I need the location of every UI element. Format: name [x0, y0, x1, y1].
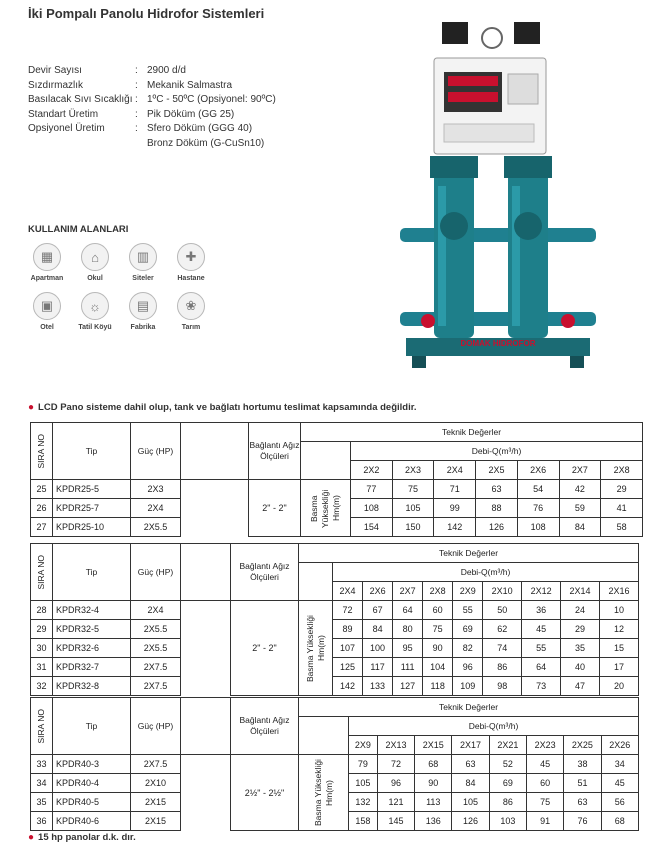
spec-colon: [135, 137, 147, 152]
flow-col-header: 2X4: [434, 461, 476, 480]
value-cell: 68: [601, 812, 638, 831]
note-bottom-text: 15 hp panolar d.k. dır.: [38, 832, 136, 843]
value-cell: 121: [377, 793, 414, 812]
value-cell: 10: [600, 601, 639, 620]
spec-row: [28, 93, 276, 108]
flow-col-header: 2X8: [423, 582, 453, 601]
usage-grid: [24, 243, 214, 331]
debi-header: Debi-Q(m³/h): [351, 442, 643, 461]
spec-value: Sfero Döküm (GGG 40): [147, 123, 253, 134]
flow-col-header: 2X15: [415, 736, 452, 755]
value-cell: 111: [393, 658, 423, 677]
spec-list: [28, 64, 276, 151]
spacer-cell: [181, 698, 231, 755]
sira-header: [31, 698, 53, 755]
usage-item: [168, 292, 214, 331]
usage-item: [168, 243, 214, 282]
basma-header: [301, 480, 351, 537]
value-cell: 90: [415, 774, 452, 793]
sira-cell: 29: [31, 620, 53, 639]
spec-label: Basılacak Sıvı Sıcaklığı: [28, 94, 133, 105]
tip-header: Tip: [53, 423, 131, 480]
spec-row: [28, 137, 276, 152]
value-cell: 127: [393, 677, 423, 696]
basma-header: [299, 755, 349, 831]
value-cell: 150: [392, 518, 434, 537]
value-cell: 107: [333, 639, 363, 658]
spec-label: Devir Sayısı: [28, 65, 82, 76]
value-cell: 45: [601, 774, 638, 793]
baglanti-value: 2" - 2": [231, 601, 299, 696]
sira-header: [31, 423, 53, 480]
note-bottom: [28, 832, 136, 843]
spec-label: Sızdırmazlık: [28, 79, 84, 91]
flow-col-header: 2X9: [349, 736, 378, 755]
tip-cell: KPDR25-7: [53, 499, 131, 518]
guc-cell: 2X4: [131, 601, 181, 620]
value-cell: 105: [452, 793, 489, 812]
sira-cell: 25: [31, 480, 53, 499]
value-cell: 84: [452, 774, 489, 793]
table-header-row: [31, 423, 643, 442]
holiday-village-icon: ☼: [81, 292, 109, 320]
spec-row: [28, 108, 276, 123]
value-cell: 105: [349, 774, 378, 793]
usage-item: [24, 243, 70, 282]
usage-item: [72, 243, 118, 282]
value-cell: 12: [600, 620, 639, 639]
value-cell: 20: [600, 677, 639, 696]
value-cell: 64: [522, 658, 561, 677]
value-cell: 113: [415, 793, 452, 812]
agriculture-icon: ❀: [177, 292, 205, 320]
tip-cell: KPDR32-4: [53, 601, 131, 620]
tip-header: Tip: [53, 698, 131, 755]
table-row: [31, 677, 639, 696]
sira-cell: 36: [31, 812, 53, 831]
guc-cell: 2X7.5: [131, 658, 181, 677]
guc-cell: 2X5.5: [131, 639, 181, 658]
value-cell: 56: [601, 793, 638, 812]
spec-colon: :: [135, 65, 138, 76]
value-cell: 95: [393, 639, 423, 658]
baglanti-value: 2" - 2": [249, 480, 301, 537]
value-cell: 76: [517, 499, 559, 518]
residential-complex-icon: ▥: [129, 243, 157, 271]
value-cell: 60: [527, 774, 564, 793]
spec-label: Standart Üretim: [28, 108, 99, 120]
spec-colon: :: [135, 79, 138, 91]
usage-label: Okul: [87, 275, 103, 282]
value-cell: 64: [393, 601, 423, 620]
spec-table-kpdr25: [30, 422, 643, 537]
value-cell: 63: [476, 480, 518, 499]
tip-cell: KPDR40-5: [53, 793, 131, 812]
value-cell: 67: [363, 601, 393, 620]
baglanti-header: Bağlantı Ağız Ölçüleri: [249, 423, 301, 480]
value-cell: 126: [476, 518, 518, 537]
flow-col-header: 2X9: [453, 582, 483, 601]
sira-cell: 34: [31, 774, 53, 793]
spec-label: Opsiyonel Üretim: [28, 123, 105, 134]
value-cell: 69: [489, 774, 526, 793]
value-cell: 89: [333, 620, 363, 639]
sira-header-text: SIRA NO: [36, 433, 46, 469]
hospital-icon: ✚: [177, 243, 205, 271]
value-cell: 45: [522, 620, 561, 639]
guc-cell: 2X15: [131, 793, 181, 812]
teknik-header: Teknik Değerler: [299, 698, 639, 717]
flow-col-header: 2X26: [601, 736, 638, 755]
value-cell: 17: [600, 658, 639, 677]
spec-row: [28, 122, 276, 137]
value-cell: 103: [489, 812, 526, 831]
value-cell: 133: [363, 677, 393, 696]
value-cell: 88: [476, 499, 518, 518]
table-row: [31, 480, 643, 499]
usage-label: Siteler: [132, 275, 154, 282]
blank-cell: [299, 563, 333, 601]
value-cell: 72: [377, 755, 414, 774]
tip-cell: KPDR32-8: [53, 677, 131, 696]
value-cell: 74: [483, 639, 522, 658]
guc-header: Güç (HP): [131, 544, 181, 601]
value-cell: 96: [453, 658, 483, 677]
value-cell: 35: [561, 639, 600, 658]
tip-cell: KPDR32-5: [53, 620, 131, 639]
value-cell: 75: [423, 620, 453, 639]
sira-cell: 35: [31, 793, 53, 812]
basma-header-text: Basma Yüksekliği Hm(m): [312, 759, 334, 826]
tip-cell: KPDR32-6: [53, 639, 131, 658]
flow-col-header: 2X14: [561, 582, 600, 601]
sira-cell: 33: [31, 755, 53, 774]
sira-cell: 31: [31, 658, 53, 677]
guc-cell: 2X5.5: [131, 620, 181, 639]
flow-col-header: 2X10: [483, 582, 522, 601]
spec-colon: :: [135, 123, 138, 134]
value-cell: 100: [363, 639, 393, 658]
usage-item: [24, 292, 70, 331]
flow-col-header: 2X3: [392, 461, 434, 480]
value-cell: 60: [423, 601, 453, 620]
value-cell: 58: [601, 518, 643, 537]
spacer-cell: [181, 544, 231, 601]
flow-col-header: 2X2: [351, 461, 393, 480]
guc-cell: 2X15: [131, 812, 181, 831]
value-cell: 142: [434, 518, 476, 537]
guc-cell: 2X4: [131, 499, 181, 518]
flow-col-header: 2X21: [489, 736, 526, 755]
guc-cell: 2X7.5: [131, 755, 181, 774]
value-cell: 71: [434, 480, 476, 499]
hotel-icon: ▣: [33, 292, 61, 320]
flow-col-header: 2X17: [452, 736, 489, 755]
value-cell: 40: [561, 658, 600, 677]
pump-system-image: [398, 16, 598, 371]
value-cell: 72: [333, 601, 363, 620]
sira-cell: 32: [31, 677, 53, 696]
spec-colon: :: [135, 94, 138, 105]
spec-row: [28, 79, 276, 94]
guc-header: Güç (HP): [131, 698, 181, 755]
value-cell: 84: [559, 518, 601, 537]
value-cell: 86: [483, 658, 522, 677]
tip-cell: KPDR32-7: [53, 658, 131, 677]
basma-header-text: Basma Yüksekliği Hm(m): [304, 614, 326, 682]
flow-col-header: 2X7: [393, 582, 423, 601]
value-cell: 24: [561, 601, 600, 620]
spec-value: 1ºC - 50ºC (Opsiyonel: 90ºC): [147, 94, 276, 105]
guc-cell: 2X10: [131, 774, 181, 793]
flow-col-header: 2X5: [476, 461, 518, 480]
table-row: [31, 658, 639, 677]
sira-header-text: SIRA NO: [36, 554, 46, 590]
flow-col-header: 2X6: [517, 461, 559, 480]
value-cell: 41: [601, 499, 643, 518]
value-cell: 59: [559, 499, 601, 518]
usage-label: Fabrika: [130, 324, 156, 331]
flow-col-header: 2X23: [527, 736, 564, 755]
value-cell: 132: [349, 793, 378, 812]
spec-label: [28, 137, 135, 152]
value-cell: 45: [527, 755, 564, 774]
value-cell: 15: [600, 639, 639, 658]
flow-col-header: 2X7: [559, 461, 601, 480]
debi-header: Debi-Q(m³/h): [333, 563, 639, 582]
value-cell: 79: [349, 755, 378, 774]
tip-cell: KPDR40-6: [53, 812, 131, 831]
spacer-cell: [181, 755, 231, 831]
value-cell: 36: [522, 601, 561, 620]
usage-label: Tatil Köyü: [78, 324, 112, 331]
usage-item: [120, 292, 166, 331]
usage-item: [72, 292, 118, 331]
value-cell: 50: [483, 601, 522, 620]
guc-cell: 2X7.5: [131, 677, 181, 696]
guc-cell: 2X5.5: [131, 518, 181, 537]
basma-header-text: Basma Yüksekliği Hm(m): [309, 488, 341, 528]
tip-cell: KPDR40-4: [53, 774, 131, 793]
value-cell: 75: [392, 480, 434, 499]
flow-col-header: 2X8: [601, 461, 643, 480]
table-header-row: [31, 698, 639, 717]
value-cell: 108: [351, 499, 393, 518]
value-cell: 68: [415, 755, 452, 774]
value-cell: 29: [561, 620, 600, 639]
spec-value: Mekanik Salmastra: [147, 79, 233, 91]
bullet-icon: ●: [28, 832, 35, 843]
table-row: [31, 639, 639, 658]
baglanti-header: Bağlantı Ağız Ölçüleri: [231, 544, 299, 601]
page-title: İki Pompalı Panolu Hidrofor Sistemleri: [28, 6, 265, 21]
flow-col-header: 2X25: [564, 736, 601, 755]
value-cell: 63: [564, 793, 601, 812]
teknik-header: Teknik Değerler: [299, 544, 639, 563]
spec-value: Bronz Döküm (G-CuSn10): [147, 137, 265, 149]
blank-cell: [299, 717, 349, 755]
table-row: [31, 601, 639, 620]
blank-cell: [301, 442, 351, 480]
value-cell: 145: [377, 812, 414, 831]
spacer-cell: [181, 423, 249, 480]
sira-cell: 28: [31, 601, 53, 620]
value-cell: 80: [393, 620, 423, 639]
flow-col-header: 2X13: [377, 736, 414, 755]
value-cell: 108: [517, 518, 559, 537]
value-cell: 86: [489, 793, 526, 812]
value-cell: 62: [483, 620, 522, 639]
tip-header: Tip: [53, 544, 131, 601]
value-cell: 98: [483, 677, 522, 696]
value-cell: 55: [522, 639, 561, 658]
value-cell: 104: [423, 658, 453, 677]
value-cell: 99: [434, 499, 476, 518]
value-cell: 126: [452, 812, 489, 831]
usage-label: Tarım: [181, 324, 201, 331]
table-row: [31, 620, 639, 639]
value-cell: 77: [351, 480, 393, 499]
flow-col-header: 2X16: [600, 582, 639, 601]
value-cell: 54: [517, 480, 559, 499]
value-cell: 42: [559, 480, 601, 499]
spec-table-kpdr32: [30, 543, 639, 696]
value-cell: 75: [527, 793, 564, 812]
teknik-header: Teknik Değerler: [301, 423, 643, 442]
spec-colon: :: [135, 108, 138, 120]
value-cell: 105: [392, 499, 434, 518]
value-cell: 90: [423, 639, 453, 658]
value-cell: 52: [489, 755, 526, 774]
spacer-cell: [181, 601, 231, 696]
spec-value: 2900 d/d: [147, 65, 186, 76]
table-header-row: [31, 544, 639, 563]
sira-cell: 27: [31, 518, 53, 537]
value-cell: 84: [363, 620, 393, 639]
value-cell: 136: [415, 812, 452, 831]
flow-col-header: 2X6: [363, 582, 393, 601]
value-cell: 158: [349, 812, 378, 831]
value-cell: 73: [522, 677, 561, 696]
tip-cell: KPDR25-5: [53, 480, 131, 499]
usage-label: Hastane: [177, 275, 205, 282]
sira-cell: 30: [31, 639, 53, 658]
value-cell: 117: [363, 658, 393, 677]
value-cell: 82: [453, 639, 483, 658]
value-cell: 76: [564, 812, 601, 831]
flow-col-header: 2X4: [333, 582, 363, 601]
value-cell: 29: [601, 480, 643, 499]
value-cell: 125: [333, 658, 363, 677]
pump-brand-label: DOMAK HIDROFOR: [460, 339, 536, 348]
value-cell: 154: [351, 518, 393, 537]
guc-header: Güç (HP): [131, 423, 181, 480]
debi-header: Debi-Q(m³/h): [349, 717, 639, 736]
usage-title: KULLANIM ALANLARI: [28, 224, 129, 235]
sira-header-text: SIRA NO: [36, 708, 46, 744]
note-top-text: LCD Pano sisteme dahil olup, tank ve bağlatı hortumu teslimat kapsamında değildir.: [38, 402, 417, 413]
tip-cell: KPDR25-10: [53, 518, 131, 537]
baglanti-header: Bağlantı Ağız Ölçüleri: [231, 698, 299, 755]
usage-label: Otel: [40, 324, 54, 331]
bullet-icon: ●: [28, 402, 35, 413]
value-cell: 91: [527, 812, 564, 831]
spec-row: [28, 64, 276, 79]
value-cell: 38: [564, 755, 601, 774]
value-cell: 51: [564, 774, 601, 793]
tip-cell: KPDR40-3: [53, 755, 131, 774]
flow-col-header: 2X12: [522, 582, 561, 601]
value-cell: 96: [377, 774, 414, 793]
sira-header: [31, 544, 53, 601]
guc-cell: 2X3: [131, 480, 181, 499]
spec-table-kpdr40: [30, 697, 639, 831]
usage-label: Apartman: [30, 275, 64, 282]
spec-value: Pik Döküm (GG 25): [147, 108, 235, 120]
value-cell: 109: [453, 677, 483, 696]
value-cell: 47: [561, 677, 600, 696]
factory-icon: ▤: [129, 292, 157, 320]
value-cell: 69: [453, 620, 483, 639]
school-icon: ⌂: [81, 243, 109, 271]
note-top: [28, 402, 417, 413]
value-cell: 55: [453, 601, 483, 620]
baglanti-value: 2½" - 2½": [231, 755, 299, 831]
basma-header: [299, 601, 333, 696]
spacer-cell: [181, 480, 249, 537]
sira-cell: 26: [31, 499, 53, 518]
value-cell: 118: [423, 677, 453, 696]
value-cell: 63: [452, 755, 489, 774]
apartment-icon: ▦: [33, 243, 61, 271]
table-row: [31, 755, 639, 774]
value-cell: 142: [333, 677, 363, 696]
usage-item: [120, 243, 166, 282]
value-cell: 34: [601, 755, 638, 774]
